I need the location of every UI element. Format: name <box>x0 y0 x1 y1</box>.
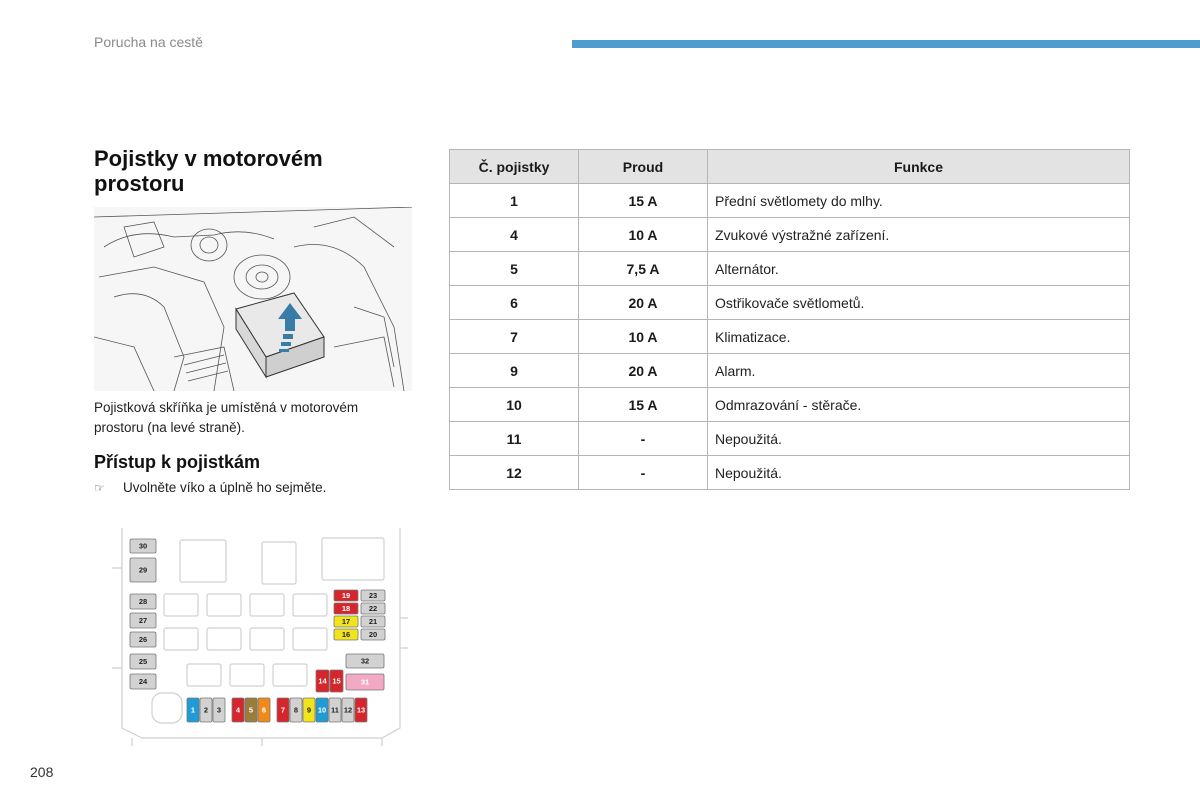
fuse-label: 3 <box>216 705 222 715</box>
fuse-number-cell: 7 <box>450 320 579 354</box>
fuse-label: 22 <box>368 604 378 614</box>
access-step-text: Uvolněte víko a úplně ho sejměte. <box>123 480 327 495</box>
fuse-label: 23 <box>368 591 378 601</box>
access-title: Přístup k pojistkám <box>94 452 261 472</box>
function-cell: Odmrazování - stěrače. <box>708 388 1130 422</box>
function-cell: Zvukové výstražné zařízení. <box>708 218 1130 252</box>
current-cell: 15 A <box>579 184 708 218</box>
fuse-label: 13 <box>356 705 366 715</box>
fuse-label: 9 <box>306 705 312 715</box>
fuse-label: 32 <box>360 656 370 666</box>
fuse-label: 12 <box>343 705 353 715</box>
fuse-number-cell: 12 <box>450 456 579 490</box>
fuse-box-diagram <box>112 528 410 746</box>
fuse-label: 8 <box>293 705 299 715</box>
fuse-table-header <box>450 150 1130 184</box>
header-current: Proud <box>579 150 708 184</box>
table-row <box>450 354 1130 388</box>
fuse-label: 28 <box>138 597 148 607</box>
section-title-line2: prostoru <box>94 171 185 196</box>
fuse-number-cell: 6 <box>450 286 579 320</box>
current-cell: 20 A <box>579 354 708 388</box>
fuse-label: 4 <box>235 705 241 715</box>
fuse-label: 14 <box>318 676 327 686</box>
table-row <box>450 388 1130 422</box>
caption-line2: prostoru (na levé straně). <box>94 420 245 435</box>
section-title-line1: Pojistky v motorovém <box>94 146 323 171</box>
fuse-number-cell: 1 <box>450 184 579 218</box>
fuse-label: 26 <box>138 635 148 645</box>
table-row <box>450 218 1130 252</box>
fuse-number-cell: 9 <box>450 354 579 388</box>
fuse-label: 5 <box>248 705 254 715</box>
fuse-number-cell: 11 <box>450 422 579 456</box>
function-cell: Přední světlomety do mlhy. <box>708 184 1130 218</box>
fuse-label: 2 <box>203 705 209 715</box>
fuse-label: 11 <box>331 705 339 715</box>
fuse-table <box>449 149 1130 490</box>
function-cell: Nepoužitá. <box>708 422 1130 456</box>
access-step <box>94 480 326 495</box>
fuse-label: 20 <box>368 630 378 640</box>
table-row <box>450 252 1130 286</box>
function-cell: Klimatizace. <box>708 320 1130 354</box>
function-cell: Nepoužitá. <box>708 456 1130 490</box>
current-cell: - <box>579 422 708 456</box>
table-row <box>450 320 1130 354</box>
fuse-label: 7 <box>280 705 286 715</box>
fuse-label: 29 <box>138 565 148 575</box>
current-cell: 10 A <box>579 320 708 354</box>
table-row <box>450 422 1130 456</box>
function-cell: Alarm. <box>708 354 1130 388</box>
fuse-number-cell: 10 <box>450 388 579 422</box>
engine-compartment-illustration <box>94 207 412 391</box>
function-cell: Alternátor. <box>708 252 1130 286</box>
illustration-caption <box>94 398 414 438</box>
section-title <box>94 146 394 196</box>
fuse-label: 19 <box>341 591 351 601</box>
fuse-label: 25 <box>138 657 148 667</box>
fuse-label: 6 <box>261 705 267 715</box>
function-cell: Ostřikovače světlometů. <box>708 286 1130 320</box>
fuse-label: 1 <box>190 705 196 715</box>
header-accent-bar <box>572 40 1200 48</box>
table-row <box>450 286 1130 320</box>
page-number: 208 <box>30 764 54 780</box>
fuse-label: 16 <box>341 630 351 640</box>
current-cell: 15 A <box>579 388 708 422</box>
current-cell: 7,5 A <box>579 252 708 286</box>
current-cell: - <box>579 456 708 490</box>
fuse-label: 10 <box>317 705 327 715</box>
fuse-number-cell: 4 <box>450 218 579 252</box>
pointing-hand-icon: ☞ <box>94 480 105 495</box>
fuse-label: 17 <box>341 617 351 627</box>
table-row <box>450 184 1130 218</box>
fuse-label: 15 <box>332 676 341 686</box>
fuse-number-cell: 5 <box>450 252 579 286</box>
fuse-label: 21 <box>368 617 378 627</box>
current-cell: 20 A <box>579 286 708 320</box>
running-header: Porucha na cestě <box>94 34 203 50</box>
fuse-label: 31 <box>360 677 370 687</box>
header-function: Funkce <box>708 150 1130 184</box>
fuse-label: 27 <box>138 616 148 626</box>
fuse-label: 24 <box>138 677 148 687</box>
fuse-label: 30 <box>138 541 148 551</box>
header-fuse-number: Č. pojistky <box>450 150 579 184</box>
fuse-label: 18 <box>341 604 351 614</box>
caption-line1: Pojistková skříňka je umístěná v motorovém <box>94 400 359 415</box>
table-row <box>450 456 1130 490</box>
current-cell: 10 A <box>579 218 708 252</box>
